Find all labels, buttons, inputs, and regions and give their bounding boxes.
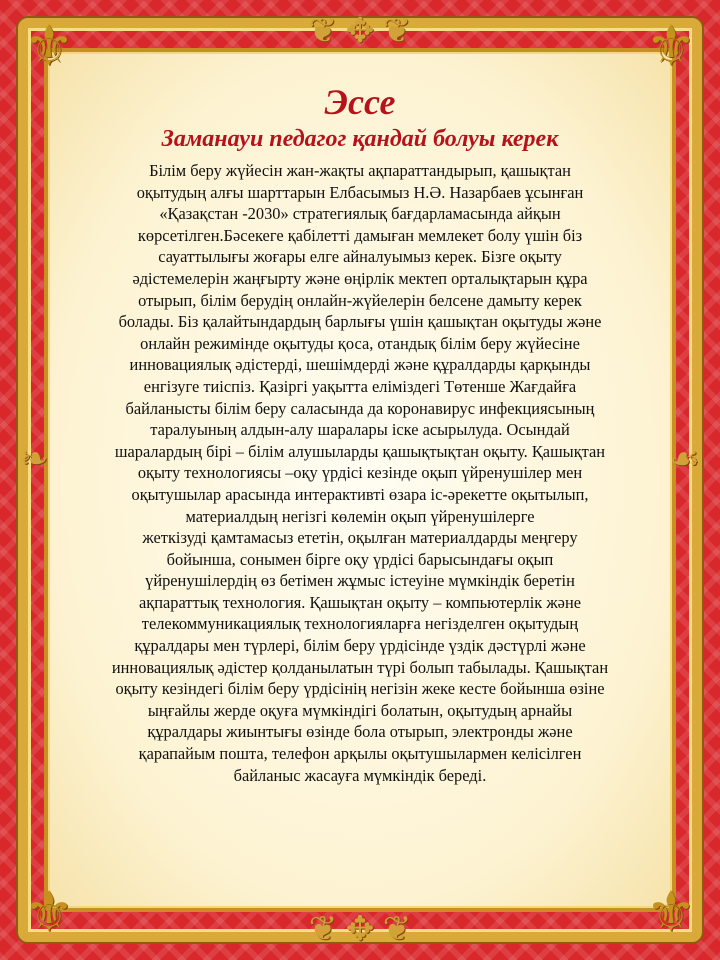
essay-line: инновациялық әдістер қолданылатын түрі болып табылады. Қашықтан [111,657,609,677]
essay-line: әдістемелерін жаңғырту және өңірлік мектеп орталықтарын құра [132,268,588,288]
essay-line: оқыту кезіндегі білім беру үрдісінің негізін жеке кесте бойынша өзіне [115,679,605,699]
essay-line: онлайн режимінде оқытуды қоса, отандық білім беру жүйесіне [140,333,580,353]
scroll-ornament-icon: ❧ [20,441,49,478]
essay-line: Білім беру жүйесін жан-жақты ақпараттандырып, қашықтан [149,161,571,180]
essay-line: таралуының алдын-алу шаралары іске асырылуда. Осындай [150,420,570,440]
essay-line: оқытудың алғы шарттарын Елбасымыз Н.Ә. Назарбаев ұсынған [136,182,584,202]
scroll-ornament-icon: ❦ ✥ ❦ [308,13,412,50]
essay-body [58,160,662,786]
essay-line: бойынша, сонымен бірге оқу үрдісі барысындағы оқып [166,549,554,569]
essay-line: енгізуге тиіспіз. Қазіргі уақытта еліміздегі Төтенше Жағдайға [143,376,577,396]
essay-line: материалдың негізгі көлемін оқып үйренушілерге [185,506,535,526]
essay-line: инновациялық әдістерді, шешімдерді және құралдарды қарқынды [129,355,591,375]
essay-line: оқыту технологиясы –оқу үрдісі кезінде оқып үйренушілер мен [137,463,583,483]
essay-line: ыңғайлы жерде оқуға мүмкіндігі болатын, оқытудың арнайы [147,700,573,720]
essay-line: телекоммуникациялық технологияларға негізделген оқытудың [141,614,579,634]
fleur-de-lis-icon: ⚜ [645,16,697,78]
page-title: Эссе [324,82,396,122]
essay-line: ақпараттық технология. Қашықтан оқыту – компьютерлік және [138,592,582,612]
fleur-de-lis-icon: ⚜ [23,882,75,944]
essay-line: шаралардың бірі – білім алушыларды қашықтықтан оқыту. Қашықтан [114,441,606,461]
scroll-ornament-icon: ☙ [669,441,700,478]
essay-line: байланыс жасауға мүмкіндік береді. [233,765,487,785]
essay-line: құралдары мен түрлері, білім беру үрдісінде үздік дәстүрлі және [134,636,586,656]
essay-line: оқытушылар арасында интерактивті өзара іс-әрекетте оқытылып, [131,484,589,504]
essay-line: сауаттылығы жоғары елге айналуымыз керек. Бізге оқыту [158,247,562,267]
essay-line: үйренушілердің өз бетімен жұмыс істеуіне мүмкіндік беретін [145,571,575,591]
fleur-de-lis-icon: ⚜ [23,16,75,78]
fleur-de-lis-icon: ⚜ [645,882,697,944]
essay-line: құралдары жиынтығы өзінде бола отырып, электронды және [147,722,573,742]
essay-line: көрсетілген.Бәсекеге қабілетті дамыған мемлекет болу үшін біз [137,225,583,245]
essay-line: қарапайым пошта, телефон арқылы оқытушылармен келісілген [138,744,582,764]
essay-line: болады. Біз қалайтындардың барлығы үшін қашықтан оқытуды және [118,312,602,332]
scroll-ornament-icon: ❦ ✥ ❦ [308,911,412,948]
essay-line: жеткізуді қамтамасыз ететін, оқылған материалдарды меңгеру [142,528,578,548]
essay-line: «Қазақстан -2030» стратегиялық бағдарламасында айқын [159,204,561,224]
page-subtitle: Заманауи педагог қандай болуы керек [161,126,559,152]
essay-line: отырып, білім берудің онлайн-жүйелерін белсене дамыту керек [138,290,582,310]
essay-line: байланысты білім беру саласында да коронавирус инфекциясының [125,398,595,418]
